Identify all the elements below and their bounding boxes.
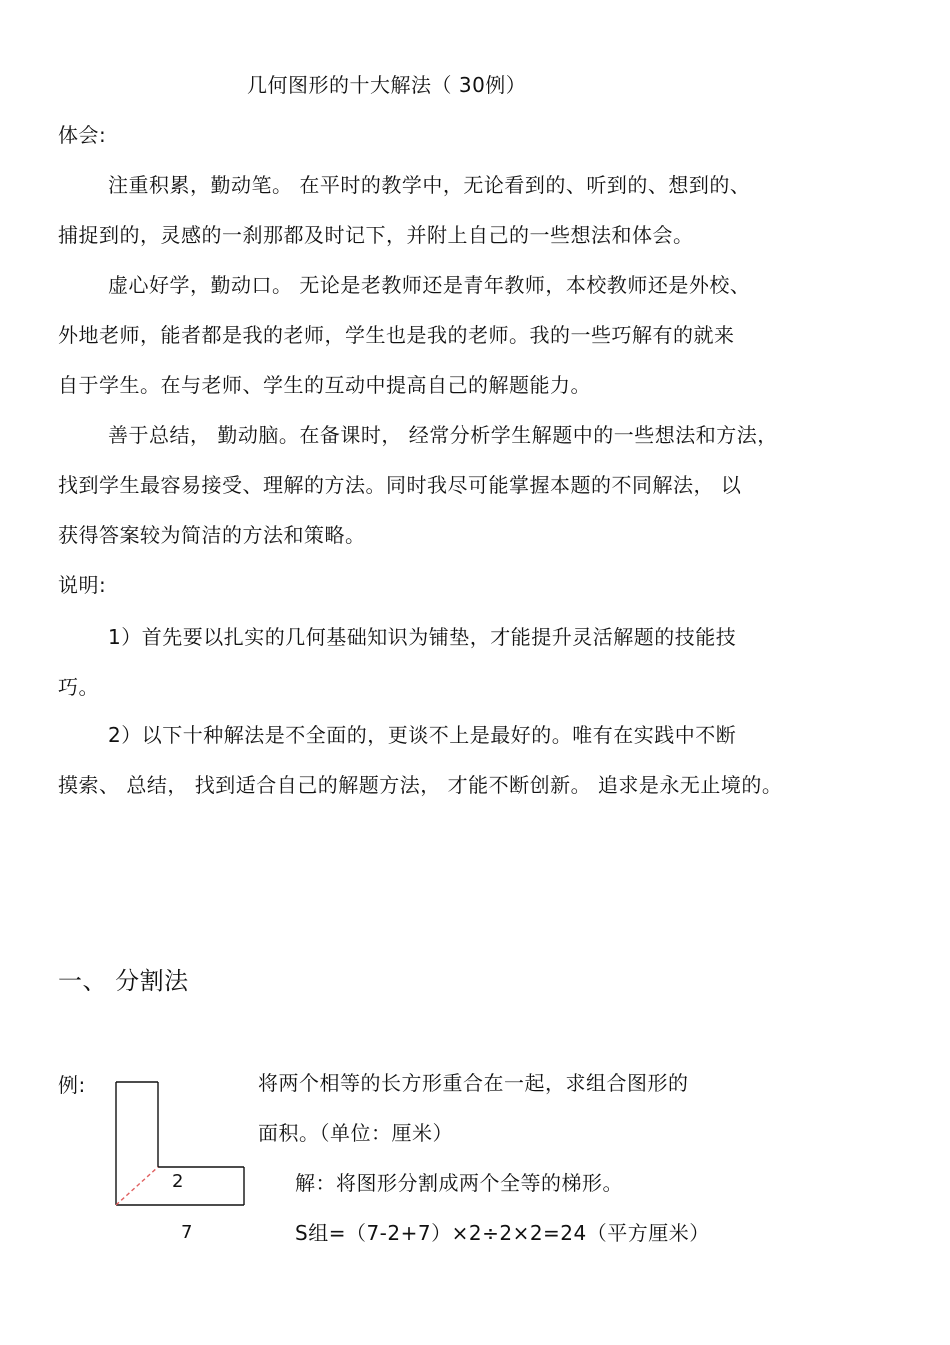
example-label: 例:: [58, 1073, 86, 1097]
experience-paragraph-2-line-1: 虚心好学，勤动口。 无论是老教师还是青年教师，本校教师还是外校、: [108, 273, 751, 297]
experience-paragraph-3-line-2: 找到学生最容易接受、理解的方法。同时我尽可能掌握本题的不同解法， 以: [58, 473, 742, 497]
experience-paragraph-1-line-1: 注重积累，勤动笔。 在平时的教学中，无论看到的、听到的、想到的、: [108, 173, 751, 197]
experience-label: 体会:: [58, 123, 107, 147]
figure-inner-label: 2: [172, 1171, 184, 1192]
figure-bottom-label: 7: [181, 1222, 193, 1243]
l-shape-diagram: [100, 1070, 260, 1220]
section-heading: 一、 分割法: [58, 967, 189, 995]
experience-paragraph-2-line-3: 自于学生。在与老师、学生的互动中提高自己的解题能力。: [58, 373, 591, 397]
experience-paragraph-2-line-2: 外地老师，能者都是我的老师，学生也是我的老师。我的一些巧解有的就来: [58, 323, 735, 347]
notes-label: 说明:: [58, 573, 107, 597]
note-1-line-2: 巧。: [58, 675, 99, 699]
solution-line-1: 解：将图形分割成两个全等的梯形。: [295, 1171, 623, 1195]
figure-split-dashed-line: [116, 1167, 158, 1205]
solution-line-2: S组=（7-2+7）×2÷2×2=24（平方厘米）: [295, 1221, 710, 1245]
note-2-line-1: 2）以下十种解法是不全面的，更谈不上是最好的。唯有在实践中不断: [108, 723, 737, 747]
problem-line-2: 面积。（单位：厘米）: [258, 1121, 453, 1145]
experience-paragraph-3-line-1: 善于总结， 勤动脑。在备课时， 经常分析学生解题中的一些想法和方法，: [108, 423, 778, 447]
l-shape-figure: [100, 1070, 260, 1220]
problem-line-1: 将两个相等的长方形重合在一起，求组合图形的: [258, 1071, 689, 1095]
note-1-line-1: 1）首先要以扎实的几何基础知识为铺垫，才能提升灵活解题的技能技: [108, 625, 737, 649]
page-title: 几何图形的十大解法（ 30例）: [247, 73, 527, 97]
note-2-line-2: 摸索、 总结， 找到适合自己的解题方法， 才能不断创新。 追求是永无止境的。: [58, 773, 783, 797]
experience-paragraph-3-line-3: 获得答案较为简洁的方法和策略。: [58, 523, 366, 547]
experience-paragraph-1-line-2: 捕捉到的，灵感的一刹那都及时记下，并附上自己的一些想法和体会。: [58, 223, 694, 247]
